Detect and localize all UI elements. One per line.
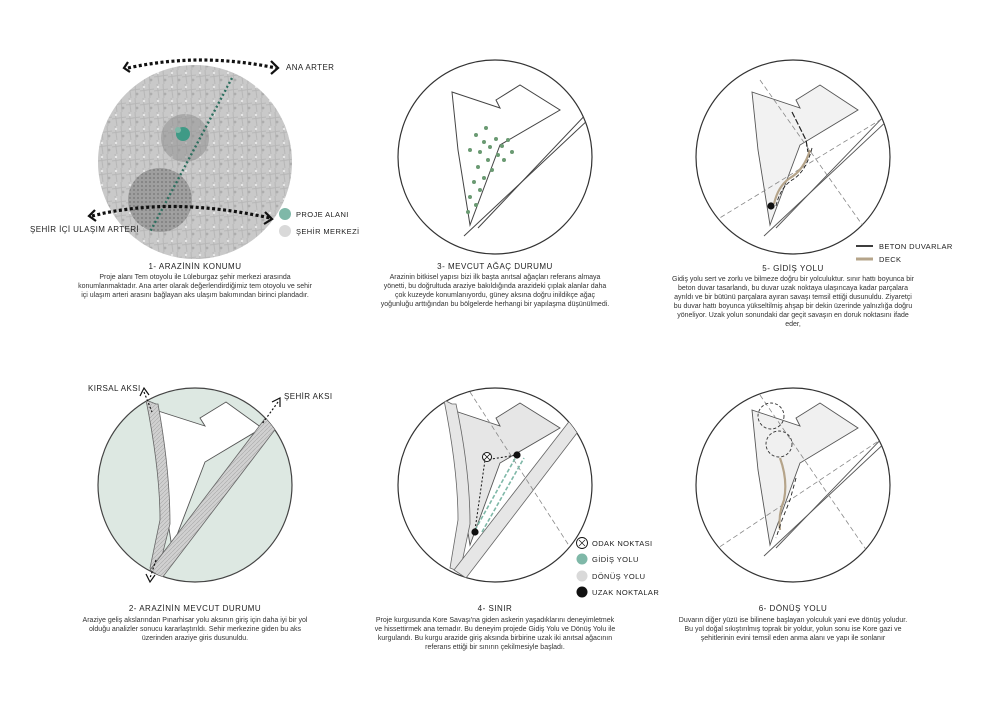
legend-deck: DECK: [879, 255, 902, 264]
far-point-1: [471, 528, 478, 535]
legend-swatch-outbound: [577, 554, 588, 565]
legend-focus-point: ODAK NOKTASI: [592, 539, 653, 548]
city-axis-label: ŞEHİR AKSI: [284, 392, 333, 401]
panel-6-description: Duvarın diğer yüzü ise bilinene başlayan yolculuk yani eve dönüş yoludur. Bu yol doğal sıkıştırılmış toprak bir yoldur, yolun sonu ise Kore gazi ve şehitlerinin evini temsil eden anma alanı ve yapı ile sonlanır: [678, 617, 908, 642]
rural-axis-label: KIRSAL AKSI: [88, 384, 141, 393]
panel-2-map: [98, 388, 292, 582]
legend-concrete-walls: BETON DUVARLAR: [879, 242, 953, 251]
legend-return-path: DÖNÜŞ YOLU: [592, 572, 646, 581]
panel-2-title: 2- ARAZİNİN MEVCUT DURUMU: [128, 604, 262, 613]
panel-6-title: 6- DÖNÜŞ YOLU: [758, 604, 828, 613]
legend-swatch-city-center: [279, 225, 291, 237]
panel-1-title: 1- ARAZİNİN KONUMU: [148, 262, 242, 271]
panel-4-title: 4- SINIR: [477, 604, 513, 613]
legend-city-center: ŞEHİR MERKEZİ: [296, 227, 360, 236]
legend-swatch-far-points: [577, 587, 588, 598]
panel-3-description: Arazinin bitkisel yapısı bizi ilk başta anıtsal ağaçları referans almaya yönetti, bu doğrultuda araziye bakıldığında arazideki çıplak alanlar daha çok kuzeyde konumlanıyordu, güney aksına doğru inildikçe ağaç yoğunluğu arttığından bu bölgelerde herhangi bir yapılaşma düşünülmedi.: [380, 274, 610, 308]
legend-project-area: PROJE ALANI: [296, 210, 349, 219]
far-point-2: [513, 451, 520, 458]
main-artery-label: ANA ARTER: [286, 63, 335, 72]
legend-outbound-path: GİDİŞ YOLU: [592, 555, 639, 564]
panel-5-map: [696, 60, 890, 259]
panel-3-map: [398, 60, 592, 254]
city-transport-label: ŞEHİR İÇİ ULAŞIM ARTERİ: [30, 225, 140, 234]
legend-swatch-return: [577, 571, 588, 582]
panel-5-description: Gidiş yolu sert ve zorlu ve bilmeze doğru bir yolculuktur. sınır hattı boyunca bir beton duvar tasarlandı, bu duvar uzak noktaya ulaşıncaya kadar parçalara ayrıldı ve bir bütünü parçalara ayıran savaşı temsil ettiği dusunuldu. Ziyaretçi bu duvar hattı boyunca yükseltilmiş ahşap bir dekin üzerinde yalnızlığa doğru yöneliyor. Uzak yolun sonundaki dar geçit savaşın en doruk noktasını ifade eder,: [672, 276, 914, 328]
panel-5-title: 5- GİDİŞ YOLU: [762, 264, 824, 273]
legend-far-points: UZAK NOKTALAR: [592, 588, 660, 597]
legend-swatch-project-area: [279, 208, 291, 220]
panel-4-map: [398, 388, 592, 598]
panel-4-description: Proje kurgusunda Kore Savaşı'na giden askerin yaşadıklarını deneyimletmek ve hissettirmek ana temadır. Bu deneyim projede Gidiş Yolu ve Dönüş Yolu ile kurgulandı. Bu kurgu arazide giriş aksında birbirine uzak iki anıtsal ağacının referans ettiği bir sınırın çekilmesiyle başladı.: [374, 617, 616, 651]
panel-3-title: 3- MEVCUT AĞAÇ DURUMU: [437, 262, 553, 271]
panel-6-map: [696, 388, 890, 582]
panel-2-description: Araziye geliş akslarından Pınarhisar yolu aksının giriş için daha iyi bir yol olduğu analizler sonucu kararlaştırıldı. Sehir merkezine giden bu aks üzerinden araziye giris dusunuldu.: [82, 617, 308, 642]
panel-1-description: Proje alanı Tem otoyolu ile Lüleburgaz şehir merkezi arasında konumlanmaktadır. Ana arter olarak değerlendirdiğimiz tem otoyolu ve sehir içi ulaşım arteri arasını bağlayan aks ulaşım bakımından birinci plandadır.: [78, 274, 312, 299]
